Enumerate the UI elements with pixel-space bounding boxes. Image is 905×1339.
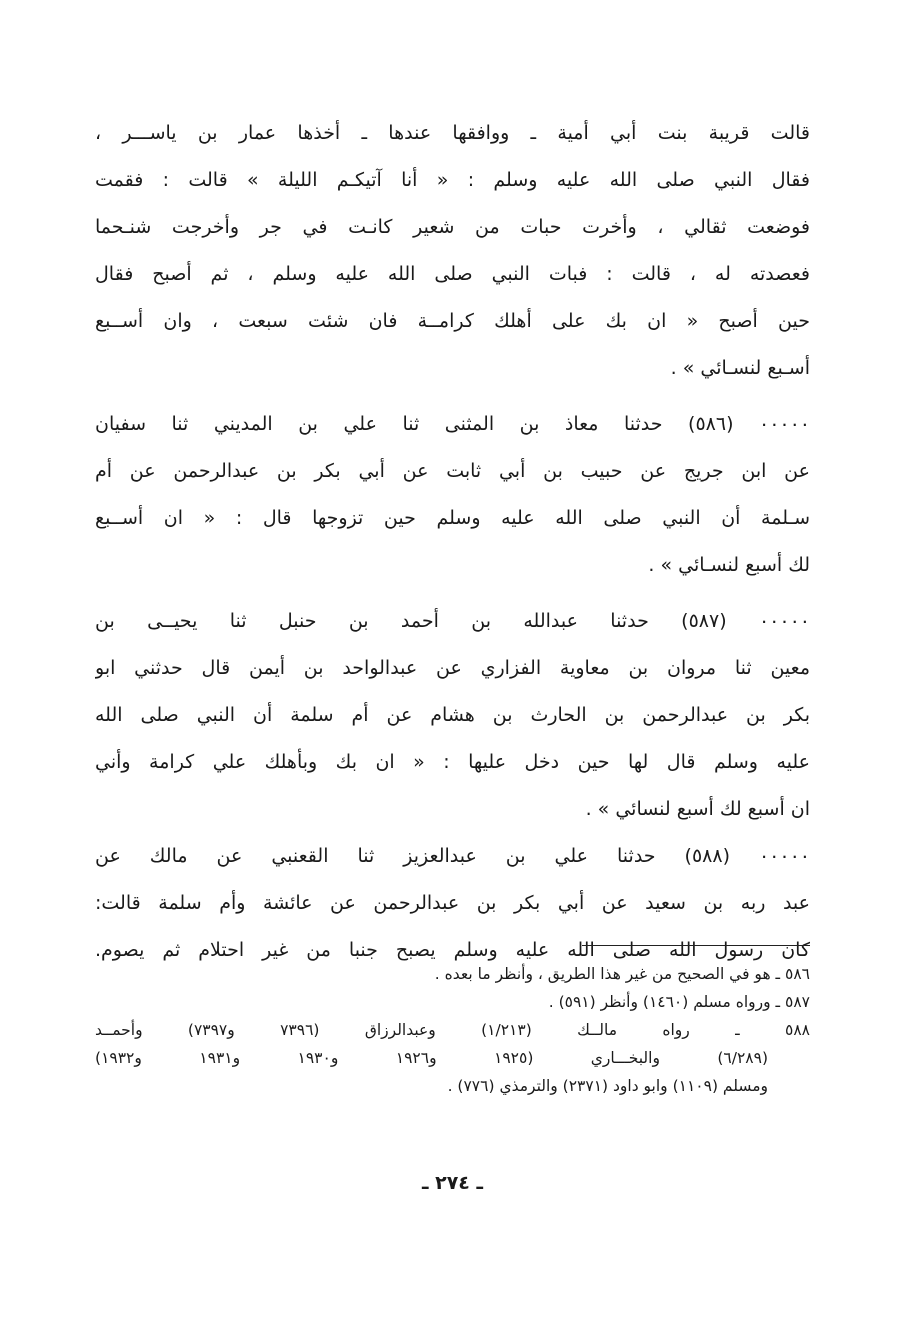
main-text — [95, 110, 810, 974]
paragraph-2 — [95, 401, 810, 589]
footnote-line: ٥٨٦ ـ هو في الصحيح من غير هذا الطريق ، وأنظر ما بعده . — [434, 965, 810, 983]
footnote-line: (٦/٢٨٩) والبخـــاري (١٩٢٥ و١٩٢٦ و١٩٣٠ و١٩٣١ و١٩٣٢) — [95, 1049, 769, 1067]
text-line: حين أصبح « ان بك على أهلك كرامــة فان شئت سبعت ، وان أســبع — [95, 310, 810, 332]
text-line: قالت قريبة بنت أبي أمية ـ ووافقها عندها ـ أخذها عمار بن ياســـر ، — [95, 122, 810, 144]
footnote-line: ومسلم (١١٠٩) وابو داود (٢٣٧١) والترمذي (٧٧٦) . — [447, 1077, 768, 1095]
paragraph-1 — [95, 110, 810, 392]
text-line: ان أسبع لك أسبع لنسائي » . — [585, 798, 810, 820]
text-line: ٠٠٠٠٠ (٥٨٦) حدثنا معاذ بن المثنى ثنا علي بن المديني ثنا سفيان — [95, 413, 810, 435]
text-line: عليه وسلم قال لها حين دخل عليها : « ان بك وبأهلك علي كرامة وأني — [95, 751, 810, 773]
text-line: سـلمة أن النبي صلى الله عليه وسلم حين تزوجها قال : « ان أســبع — [95, 507, 810, 529]
text-line: أسـبع لنسـائي » . — [670, 357, 810, 379]
text-line: فعصدته له ، قالت : فبات النبي صلى الله عليه وسلم ، ثم أصبح فقال — [95, 263, 810, 285]
footnotes — [95, 960, 810, 1100]
footnote-line: ٥٨٨ ـ رواه مالــك (١/٢١٣) وعبدالرزاق (٧٣٩٦ و٧٣٩٧) وأحمــد — [95, 1021, 810, 1039]
text-line: ٠٠٠٠٠ (٥٨٨) حدثنا علي بن عبدالعزيز ثنا القعنبي عن مالك عن — [95, 845, 810, 867]
text-line: فقال النبي صلى الله عليه وسلم : « أنا آتيكـم الليلة » قالت : فقمت — [95, 169, 810, 191]
paragraph-gap — [95, 392, 810, 401]
text-line: ٠٠٠٠٠ (٥٨٧) حدثنا عبدالله بن أحمد بن حنبل ثنا يحيــى بن — [95, 610, 810, 632]
paragraph-gap — [95, 589, 810, 598]
footnote-divider — [582, 945, 810, 946]
text-line: فوضعت ثقالي ، وأخرت حبات من شعير كانـت في جر وأخرجت شنـحما — [95, 216, 810, 238]
text-line: عن ابن جريج عن حبيب بن أبي ثابت عن أبي بكر بن عبدالرحمن عن أم — [95, 460, 810, 482]
page-number: ـ ٢٧٤ ـ — [421, 1172, 483, 1194]
paragraph-3 — [95, 598, 810, 833]
text-line: بكر بن عبدالرحمن بن الحارث بن هشام عن أم سلمة أن النبي صلى الله — [95, 704, 810, 726]
footnote-line: ٥٨٧ ـ ورواه مسلم (١٤٦٠) وأنظر (٥٩١) . — [548, 993, 810, 1011]
text-line: عبد ربه بن سعيد عن أبي بكر بن عبدالرحمن عن عائشة وأم سلمة قالت: — [95, 892, 810, 914]
text-line: لك أسبع لنسـائي » . — [648, 554, 810, 576]
text-line: كان رسول الله صلى الله عليه وسلم يصبح جنبا من غير احتلام ثم يصوم. — [95, 939, 810, 961]
text-line: معين ثنا مروان بن معاوية الفزاري عن عبدالواحد بن أيمن قال حدثني ابو — [95, 657, 810, 679]
paragraph-4 — [95, 833, 810, 974]
